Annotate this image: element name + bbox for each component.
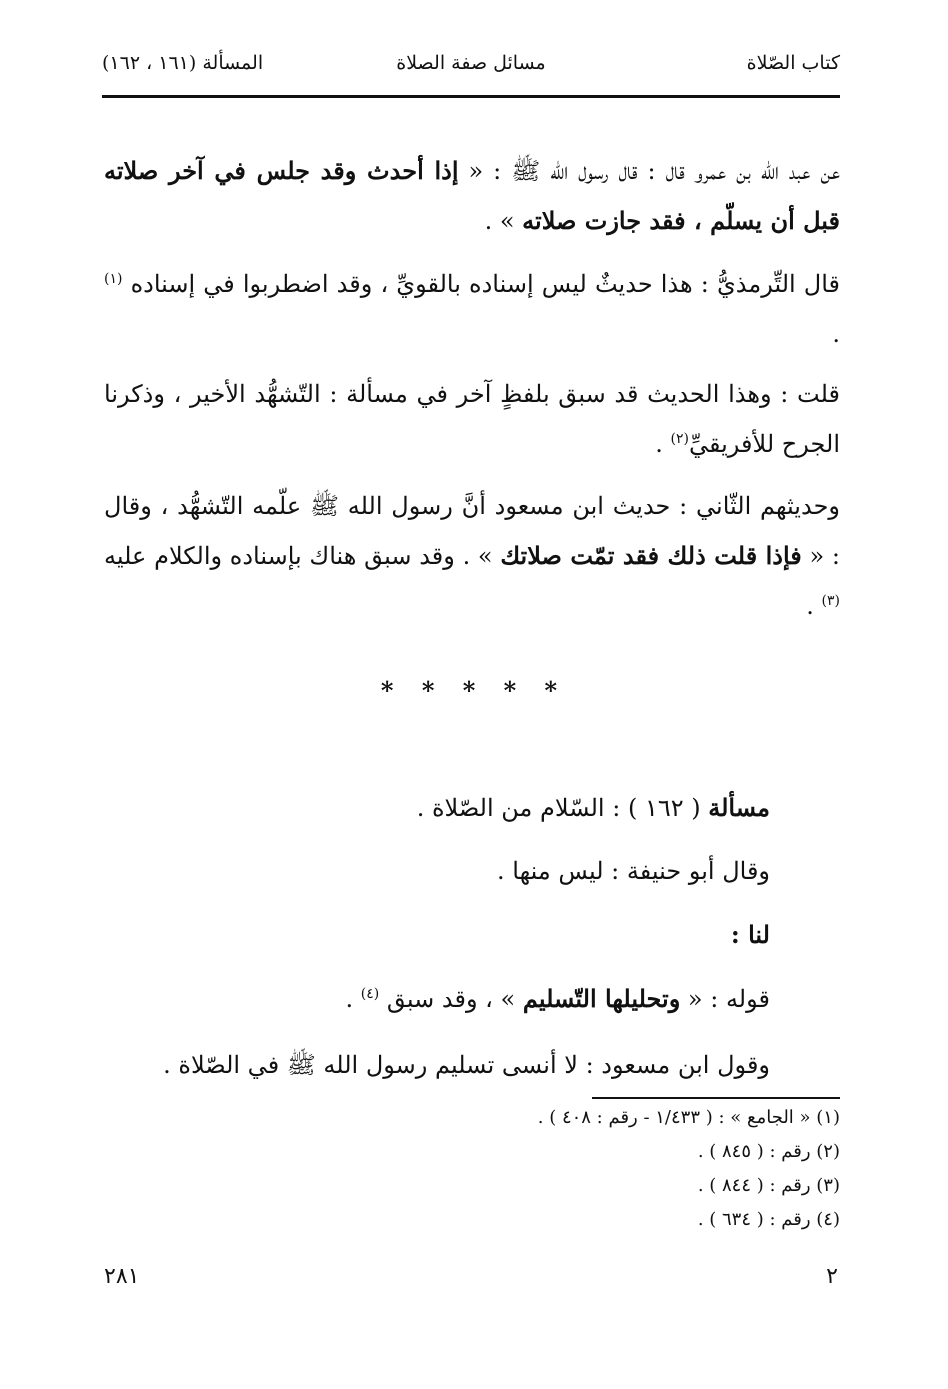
paragraph-text: » . bbox=[484, 207, 523, 235]
issue-heading bbox=[417, 793, 770, 822]
our-evidence-label: لنا : bbox=[730, 920, 770, 949]
paragraph-text: . bbox=[832, 320, 840, 348]
paragraph-text: » . وقد سبق هناك بإسناده والكلام عليه bbox=[104, 542, 501, 570]
paragraph-text: قوله : « bbox=[680, 985, 770, 1013]
header-issue-range: المسألة (١٦١ ، ١٦٢) bbox=[102, 52, 264, 74]
ibn-masud-saying-line: وقول ابن مسعود : لا أنسى تسليم رسول الله ﷺ في الصّلاة . bbox=[163, 1051, 770, 1079]
footnote-rule bbox=[592, 1097, 840, 1099]
footnote-ref[interactable]: (٣) bbox=[821, 593, 840, 609]
paragraph-text: » ، وقد سبق bbox=[386, 985, 523, 1013]
footnote-1: (١) « الجامع » : ( ١/٤٣٣ - رقم : ٤٠٨ ) . bbox=[537, 1107, 840, 1128]
paragraph-tirmidhi bbox=[104, 259, 840, 359]
paragraph-text: قال التِّرمذيُّ : هذا حديثٌ ليس إسناده بالقويِّ ، وقد اضطربوا في إسناده bbox=[130, 270, 840, 298]
paragraph-text: قلت : وهذا الحديث قد سبق بلفظٍ آخر في مسألة : التّشهُّد الأخير ، وذكرنا الجرح للأفريقيِّ bbox=[104, 380, 841, 458]
header-chapter-title: مسائل صفة الصلاة bbox=[396, 52, 546, 74]
our-evidence-line bbox=[731, 920, 770, 949]
issue-label: مسألة bbox=[708, 793, 770, 822]
header-rule bbox=[102, 95, 840, 98]
hadith-quote: إذا أحدث وقد جلس في آخر صلاته قبل أن يسلّم ، فقد جازت صلاته bbox=[104, 156, 840, 235]
paragraph-text: وحديثهم الثّاني : حديث ابن مسعود أنَّ رسول الله ﷺ علّمه التّشهُّد ، وقال : « bbox=[104, 492, 840, 570]
page-number: ٢٨١ bbox=[104, 1264, 140, 1289]
footnote-3: (٣) رقم : ( ٨٤٤ ) . bbox=[697, 1175, 840, 1196]
footnote-ref[interactable]: (٤) bbox=[360, 986, 380, 1002]
footnote-ref[interactable]: (١) bbox=[104, 271, 123, 287]
paragraph-text: عن عبد الله بن عمرو قال : قال رسول الله ﷺ : « bbox=[458, 157, 841, 185]
paragraph-text: . bbox=[345, 985, 361, 1013]
paragraph-hadith-abdullah bbox=[104, 146, 840, 246]
paragraph-note bbox=[104, 369, 840, 469]
footnote-ref[interactable]: (٢) bbox=[670, 431, 689, 447]
abu-hanifa-line: وقال أبو حنيفة : ليس منها . bbox=[497, 857, 770, 885]
footnote-4: (٤) رقم : ( ٦٣٤ ) . bbox=[697, 1209, 840, 1230]
hadith-quote: وتحليلها التّسليم bbox=[522, 984, 681, 1013]
footnote-2: (٢) رقم : ( ٨٤٥ ) . bbox=[697, 1141, 840, 1162]
paragraph-text: . bbox=[655, 430, 671, 458]
header-book-title: كتاب الصّلاة bbox=[746, 52, 840, 74]
hadith-quote: فإذا قلت ذلك فقد تمّت صلاتك bbox=[500, 541, 802, 570]
issue-title: ( ١٦٢ ) : السّلام من الصّلاة . bbox=[416, 794, 709, 822]
running-header bbox=[102, 52, 840, 86]
evidence-saying-line bbox=[346, 984, 771, 1013]
paragraph-ibn-masud bbox=[104, 481, 840, 631]
paragraph-text: . bbox=[806, 592, 822, 620]
section-divider-stars: * * * * * bbox=[380, 676, 568, 705]
volume-number: ٢ bbox=[826, 1264, 838, 1289]
